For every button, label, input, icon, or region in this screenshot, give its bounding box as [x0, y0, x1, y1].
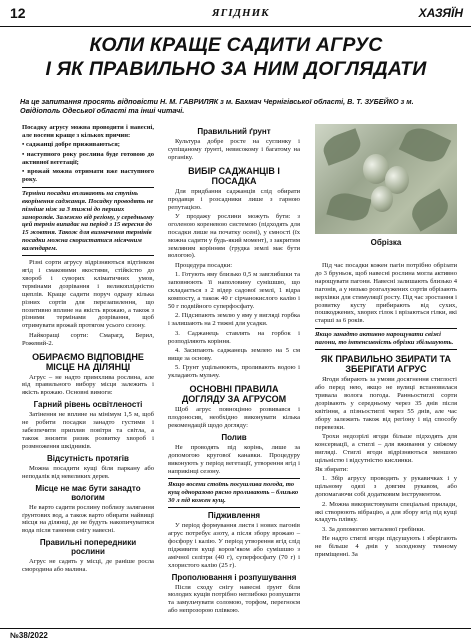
section-heading: ОБИРАЄМО ВІДПОВІДНЕ МІСЦЕ НА ДІЛЯНЦІ [32, 351, 144, 372]
paragraph: Не надто стиглі ягоди підсушують і зберігають не більше 4 днів у холодному темному приміщенні. За [315, 535, 457, 559]
paragraph: Трохи недозрілі ягоди більше підходять для консервації, а стиглі – для вживання у свіжому вигляді. Стиглі ягоди відрізняються меншою щільністю і відсутністю кислинки. [315, 432, 457, 464]
issue-number: №38/2022 [10, 631, 48, 640]
subheading: Полив [221, 432, 247, 442]
section-name: ЯГІДНИК [212, 7, 270, 19]
step-item: 3. Саджанець ставлять на горбок і розподіляють коріння. [168, 329, 300, 345]
highlight-box: Терміни посадки впливають на ступінь вкорінення саджанця. Посадку проводять не пізніше ніж за 3 тижні до перших заморозків. Залежно від регіону, у середньому цей термін випадає на період з 15 вересня до 15 жовтня. Також для визначення термінів посадки можна скористатися місячним календарем. [22, 187, 154, 256]
paragraph: Ягоди збирають за умови досягнення стиглості або перед нею, якщо не вулиці встановилася тривала волога погода. Ранньостиглі сорти дозрівають у середньому через 35 днів після квітіння, а пізньостиглі через 55 днів, але час збору залежить також від регіону і від способу перевезки. [315, 376, 457, 431]
highlight-box: Якщо восени стоїть посушлива погода, то кущ одноразово рясно проливають – близько 30 л під кожен кущ. [168, 478, 300, 508]
paragraph: Щоб агрус повноцінно розвивався і плодоносив, необхідно виконувати кілька рекомендацій щодо догляду: [168, 406, 300, 429]
highlight-box: Якщо занадто активно нарощувати свіжі пагони, то інтенсивність обрізки збільшують. [315, 328, 457, 350]
photo-caption-title: Обрізка [370, 238, 402, 247]
paragraph: Агрус не садять у місці, де раніше росла смородина або малина. [22, 558, 154, 574]
leaf-shape [399, 122, 452, 168]
step-item: 4. Засипають саджанець землею на 5 см вище за основу. [168, 346, 300, 362]
paragraph: Як збирати: [315, 466, 349, 474]
paragraph: Для придбання саджанців слід обирати продавця і розсадники лише з гарною репутацією. [168, 187, 300, 211]
paragraph: Посадку агрусу можна проводити і навесні, але восени краще з кількох причин: [22, 124, 154, 139]
leaf-shape [320, 128, 365, 165]
paragraph: Не проводять під корінь, лише за допомогою кругової канавки. Процедуру виконують у період вегетації, утворення ягід і наприкінці сезону. [168, 443, 300, 475]
page-header [0, 0, 471, 27]
column-2 [168, 124, 300, 617]
subheading: Правильний ґрунт [197, 127, 271, 136]
magazine-brand: ХАЗЯЇН [418, 6, 463, 20]
page-number: 12 [10, 5, 26, 21]
section-heading: ВИБІР САДЖАНЦІВ І ПОСАДКА [188, 165, 280, 186]
bullet-item: • саджанці добре приживаються; [22, 141, 120, 149]
paragraph: Затінення не вплине на мінімум 1,5 м, щоб не робити посадки занадто густими і забезпечити приплив повітря та світла, а також знизити ризик розвитку хвороб і розмноження шкідників. [22, 411, 154, 450]
bullet-item: • наступного року рослина буде готовою до активної вегетації; [22, 150, 154, 166]
gooseberry-photo [315, 124, 457, 234]
step-item: 1. Готують яму близько 0,5 м завглибшки та заповнюють її наполовину сумішшю, що складається з 2 відер садової землі, 1 відра компосту, а також 40 г сірчанокислого калію і 50 г подвійного суперфосфату. [168, 271, 300, 310]
step-item: 5. Грунт ущільнюють, проливають водою і укладають мульчу. [168, 364, 300, 380]
subheading: Місце не має бути занадто вологим [35, 483, 141, 502]
paragraph: У продажу рослини можуть бути: з оголеною кореневою системою (підходять для посадки лише на початку осені), у ємності (їх можна садити у будь-який момент), з закритим земляним корінням (грудка землі має бути вологою). [168, 212, 301, 260]
footer-rule [0, 628, 471, 629]
article-lead: На це запитання просять відповісти Н. М. ГАВРИЛЯК з м. Бахмач Чернігівської області, В. Т. ЗУБЕЙКО з м. Овідіополь Одеської області та інші читачі. [20, 97, 414, 115]
step-item: 1. Збір агрусу проводять у рукавичках і у щільному одязі з довгим рукавом, або допомагаючи собі додатковим інструментом. [315, 475, 457, 499]
column-3 [315, 262, 457, 561]
step-item: 2. Можна використовувати спеціальні прилади, які створюють вібрацію, а для збору ягід під кущі кладуть плівку. [315, 500, 457, 524]
bullet-item: • врожай можна отримати вже наступного року. [22, 168, 154, 183]
step-item: 3. За допомогою металевої гребінки. [322, 525, 425, 533]
paragraph: Процедура посадки: [175, 261, 233, 269]
subheading: Прополювання і розпушування [171, 572, 297, 582]
step-item: 2. Підсипають землю у яму у вигляді горбка і залишають на 2 тижні для усадки. [168, 312, 300, 328]
paragraph: У період формування листя і нових пагонів агрус потребує азоту, а після збору врожаю – фосфору і калію. У період утворення ягід слід підживити кущі коровʼяком або сумішшю з амічної селітри (40 г), суперфосфату (70 г) і хлористого калію (25 г). [168, 522, 300, 569]
paragraph: Після сходу снігу навесні ґрунт біля молодих кущів потрібно неглибоко розпушити та замульчувати соломою, торфом, перегноєм або непрозорою плівкою. [168, 583, 300, 615]
subheading: Правильні попередники рослини [39, 538, 137, 557]
paragraph: Не варто садити рослину поблизу залягання ґрунтових вод, а також варто обирати найвищі місця на ділянці, де не будуть накопичуватися вода після танення снігу навесні. [22, 503, 154, 535]
subheading: Відсутність протягів [47, 453, 129, 463]
section-heading: ОСНОВНІ ПРАВИЛА ДОГЛЯДУ ЗА АГРУСОМ [181, 384, 287, 405]
paragraph: Агрус – не надто примхлива рослина, але від правильного вибору місця залежить і якість врожаю. Основні вимоги: [22, 373, 154, 397]
column-1 [22, 124, 154, 576]
paragraph: Різні сорти агрусу відрізняються відтінком ягід і смаковими якостями, стійкістю до хвороб і суворих кліматичних умов, термінами дозрівання і великоплідністю щеплів. Краще садити поруч одразу кілька різних сортів для перезапилення, що позитивно вплине на якість врожаю, а також з різними термінами дозрівання, щоб отримувати врожай протягом усього сезону. [22, 259, 154, 330]
paragraph: Під час посадки кожен пагін потрібно обрізати до 3 бруньок, щоб навесні рослина могла активно нарощувати пагони. Навесні залишають близько 4 пагонів, а у низько розгалужених сортів обрізають верхівки для стимуляції росту. Під час зростання і розвитку кусту прибирають від сухих, пошкоджених, хворих гілок і врізаються гілки, які старші за 6 років. [315, 262, 457, 325]
section-heading: ЯК ПРАВИЛЬНО ЗБИРАТИ ТА ЗБЕРІГАТИ АГРУС [320, 354, 452, 375]
article-title-line2: І ЯК ПРАВИЛЬНО ЗА НИМ ДОГЛЯДАТИ [45, 58, 427, 80]
paragraph: Можна посадити кущі біля паркану або неподалік від невеликих дерев. [22, 464, 154, 480]
berry-shape [371, 186, 393, 212]
paragraph: Найкоращі сорти: Смарагд, Берил, Рожевий-2. [22, 331, 154, 347]
leaf-shape [326, 189, 371, 224]
article-title-line1: КОЛИ КРАЩЕ САДИТИ АГРУС [89, 34, 383, 56]
paragraph: Культура добре росте на суглинку і супіщаному ґрунті, невисокому і багатому на органіку. [168, 138, 300, 161]
leaf-shape [407, 188, 454, 231]
subheading: Підживлення [207, 511, 261, 521]
subheading: Гарний рівень освітленості [33, 400, 143, 410]
